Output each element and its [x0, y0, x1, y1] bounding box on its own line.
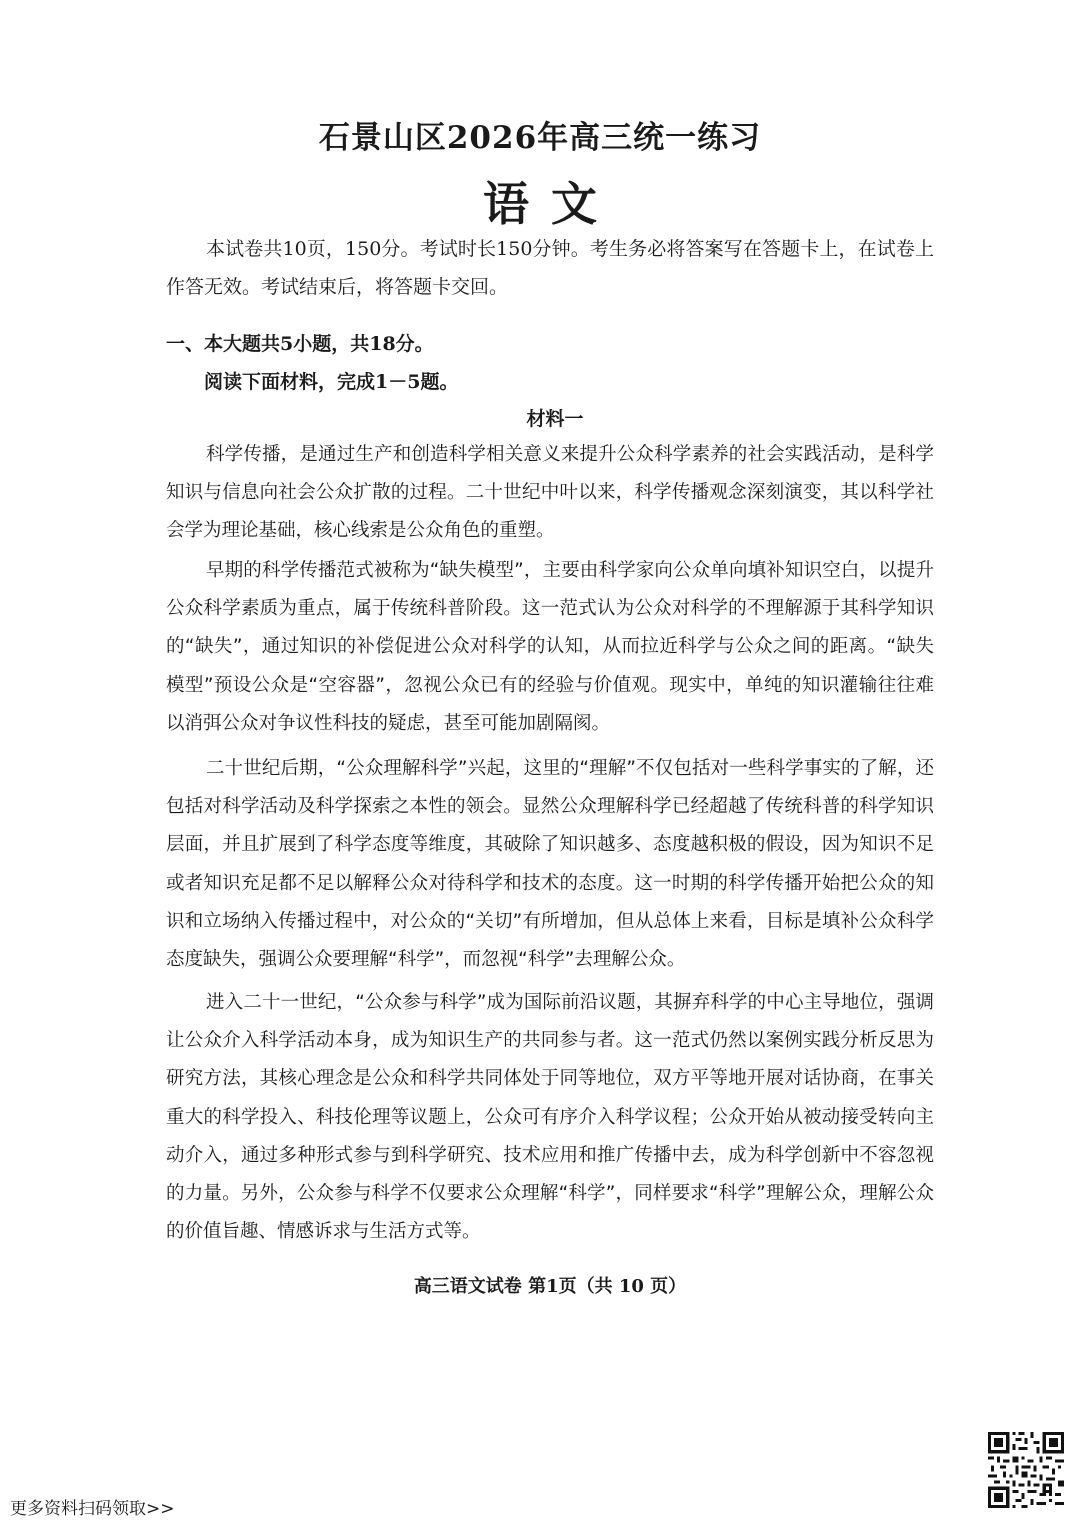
material-title: 材料一	[526, 408, 584, 430]
exam-title: 石景山区2026年高三统一练习	[318, 120, 762, 156]
promo-text: 更多资料扫码领取>>	[10, 1499, 175, 1519]
section-heading: 一、本大题共5小题，共18分。	[166, 333, 434, 355]
paragraph: 早期的科学传播范式被称为“缺失模型”，主要由科学家向公众单向填补知识空白，以提升公众科学素质为重点，属于传统科普阶段。这一范式认为公众对科学的不理解源于其科学知识的“缺失”，通过知识的补偿促进公众对科学的认知，从而拉近科学与公众之间的距离。“缺失模型”预设公众是“空容器”，忽视公众已有的经验与价值观。现实中，单纯的知识灌输往往难以消弭公众对争议性科技的疑虑，甚至可能加剧隔阂。	[166, 560, 934, 734]
paragraph: 进入二十一世纪，“公众参与科学”成为国际前沿议题，其摒弃科学的中心主导地位，强调让公众介入科学活动本身，成为知识生产的共同参与者。这一范式仍然以案例实践分析反思为研究方法，其核心理念是公众和科学共同体处于同等地位，双方平等地开展对话协商，在事关重大的科学投入、科技伦理等议题上，公众可有序介入科学议程；公众开始从被动接受转向主动介入，通过多种形式参与到科学研究、技术应用和推广传播中去，成为科学创新中不容忽视的力量。另外，公众参与科学不仅要求公众理解“科学”，同样要求“科学”理解公众，理解公众的价值旨趣、情感诉求与生活方式等。	[166, 992, 934, 1243]
paragraph: 科学传播，是通过生产和创造科学相关意义来提升公众科学素养的社会实践活动，是科学知识与信息向社会公众扩散的过程。二十世纪中叶以来，科学传播观念深刻演变，其以科学社会学为理论基础，核心线索是公众角色的重塑。	[166, 444, 934, 542]
subject-title: 语文	[483, 177, 619, 231]
exam-instructions: 本试卷共10页，150分。考试时长150分钟。考生务必将答案写在答题卡上，在试卷上作答无效。考试结束后，将答题卡交回。	[166, 238, 934, 299]
qr-code-icon[interactable]	[988, 1432, 1064, 1508]
reading-instruction: 阅读下面材料，完成1－5题。	[204, 371, 459, 393]
paragraph: 二十世纪后期，“公众理解科学”兴起，这里的“理解”不仅包括对一些科学事实的了解，还包括对科学活动及科学探索之本性的领会。显然公众理解科学已经超越了传统科普的科学知识层面，并且扩展到了科学态度等维度，其破除了知识越多、态度越积极的假设，因为知识不足或者知识充足都不足以解释公众对待科学和技术的态度。这一时期的科学传播开始把公众的知识和立场纳入传播过程中，对公众的“关切”有所增加，但从总体上来看，目标是填补公众科学态度缺失，强调公众要理解“科学”，而忽视“科学”去理解公众。	[166, 758, 934, 971]
page-footer: 高三语文试卷 第1页（共 10 页）	[413, 1276, 687, 1297]
